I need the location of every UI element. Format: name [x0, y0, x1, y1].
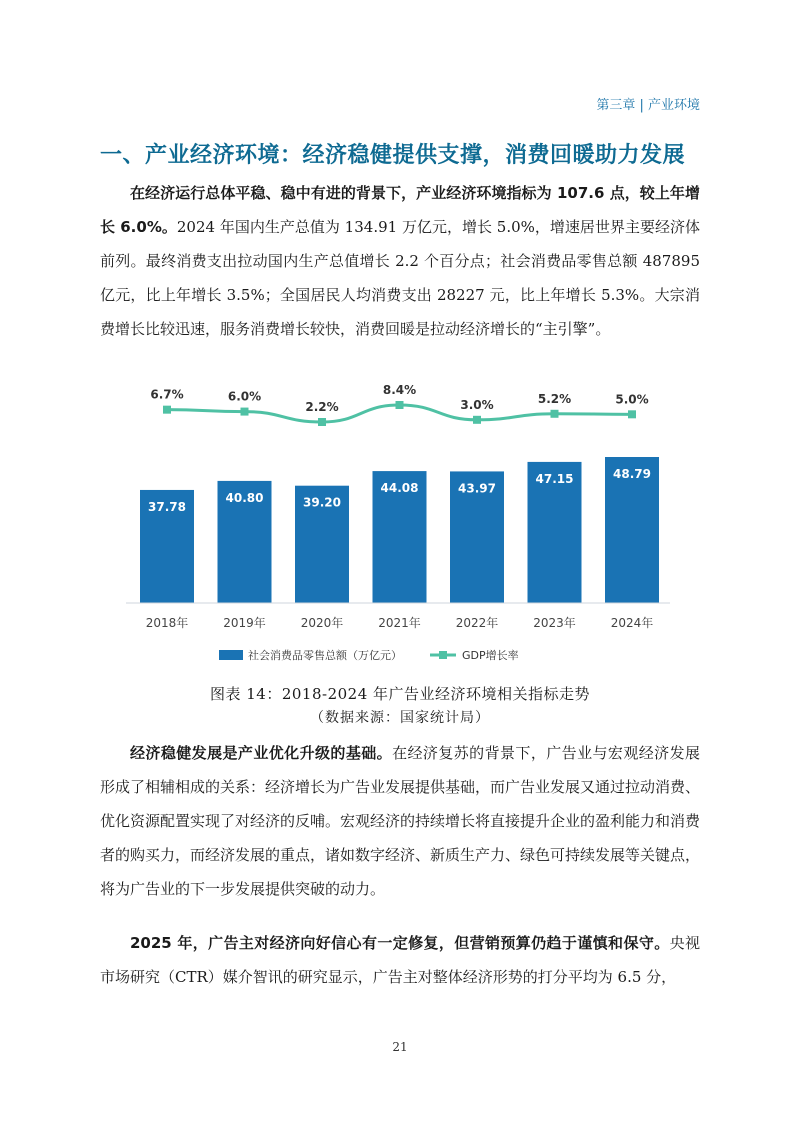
x-tick-label: 2018年 — [145, 616, 189, 630]
line-value-label: 6.0% — [227, 389, 262, 404]
page-number: 21 — [392, 1040, 408, 1054]
gdp-point-6 — [628, 410, 636, 418]
line-value-label: 5.2% — [537, 391, 572, 406]
paragraph-body: 在经济复苏的背景下，广告业与宏观经济发展形成了相辅相成的关系：经济增长为广告业发展提供基础，而广告业发展又通过拉动消费、优化资源配置实现了对经济的反哺。宏观经济的持续增长将直接提升企业的盈利能力和消费者的购买力，而经济发展的重点，诸如数字经济、新质生产力、绿色可持续发展等关键点，将为广告业的下一步发展提供突破的动力。 — [100, 744, 701, 898]
line-value-label: 6.7% — [150, 387, 184, 402]
line-value-label: 8.4% — [382, 383, 417, 397]
line-value-label: 3.0% — [460, 397, 494, 412]
bar-value-label: 47.15 — [535, 471, 574, 486]
gdp-point-1 — [241, 408, 249, 416]
bar-value-label: 39.20 — [303, 495, 341, 510]
x-tick-label: 2022年 — [455, 616, 499, 630]
gdp-point-5 — [551, 410, 559, 418]
x-tick-label: 2023年 — [533, 616, 576, 630]
legend-line-marker — [439, 651, 447, 659]
x-tick-label: 2019年 — [223, 616, 266, 630]
bar-value-label: 44.08 — [380, 481, 419, 496]
figure-source: （数据来源：国家统计局） — [310, 710, 490, 726]
x-tick-label: 2024年 — [610, 616, 654, 630]
bar-value-label: 40.80 — [225, 490, 264, 505]
gdp-point-4 — [473, 416, 481, 424]
line-value-label: 5.0% — [615, 392, 649, 407]
x-tick-label: 2020年 — [300, 616, 344, 630]
figure-caption: 图表 14：2018-2024 年广告业经济环境相关指标走势 — [209, 685, 591, 703]
paragraph-body: 央视市场研究（CTR）媒介智讯的研究显示，广告主对整体经济形势的打分平均为 6.5 分， — [100, 934, 700, 986]
paragraph-economic-foundation — [100, 736, 700, 906]
bar-value-label: 48.79 — [613, 467, 651, 481]
legend-bar-swatch — [219, 650, 243, 660]
paragraph-body: 2024 年国内生产总值为 134.91 万亿元，增长 5.0%，增速居世界主要经济体前列。最终消费支出拉动国内生产总值增长 2.2 个百分点；社会消费品零售总额 487895 亿元，比上年增长 3.5%；全国居民人均消费支出 28227 元，比上年增长 5.3%。大宗消费增长比较迅速，服务消费增长较快，消费回暖是拉动经济增长的“主引擎”。 — [100, 218, 701, 338]
section-title: 一、产业经济环境：经济稳健提供支撑，消费回暖助力发展 — [100, 143, 686, 168]
gdp-point-2 — [318, 418, 326, 426]
x-tick-label: 2021年 — [378, 616, 421, 630]
paragraph-advertiser-confidence — [100, 926, 700, 994]
paragraph-lead: 经济稳健发展是产业优化升级的基础。 — [130, 744, 393, 762]
legend-bar-label: 社会消费品零售总额（万亿元） — [248, 649, 402, 662]
bar-value-label: 37.78 — [148, 499, 186, 514]
paragraph-economic-environment — [100, 176, 700, 346]
paragraph-lead: 在经济运行总体平稳、稳中有进的背景下，产业经济环境指标为 107.6 点，较上年增长 6.0%。 — [100, 184, 700, 236]
line-value-label: 2.2% — [305, 400, 339, 414]
gdp-point-3 — [396, 401, 404, 409]
legend-line-label: GDP增长率 — [462, 649, 519, 662]
chapter-header: 第三章 | 产业环境 — [596, 98, 700, 113]
paragraph-lead: 2025 年，广告主对经济向好信心有一定修复，但营销预算仍趋于谨慎和保守。 — [130, 934, 670, 952]
bar-value-label: 43.97 — [458, 481, 496, 496]
gdp-point-0 — [163, 406, 171, 414]
chart-svg — [118, 378, 678, 668]
economic-indicators-chart — [118, 378, 678, 668]
